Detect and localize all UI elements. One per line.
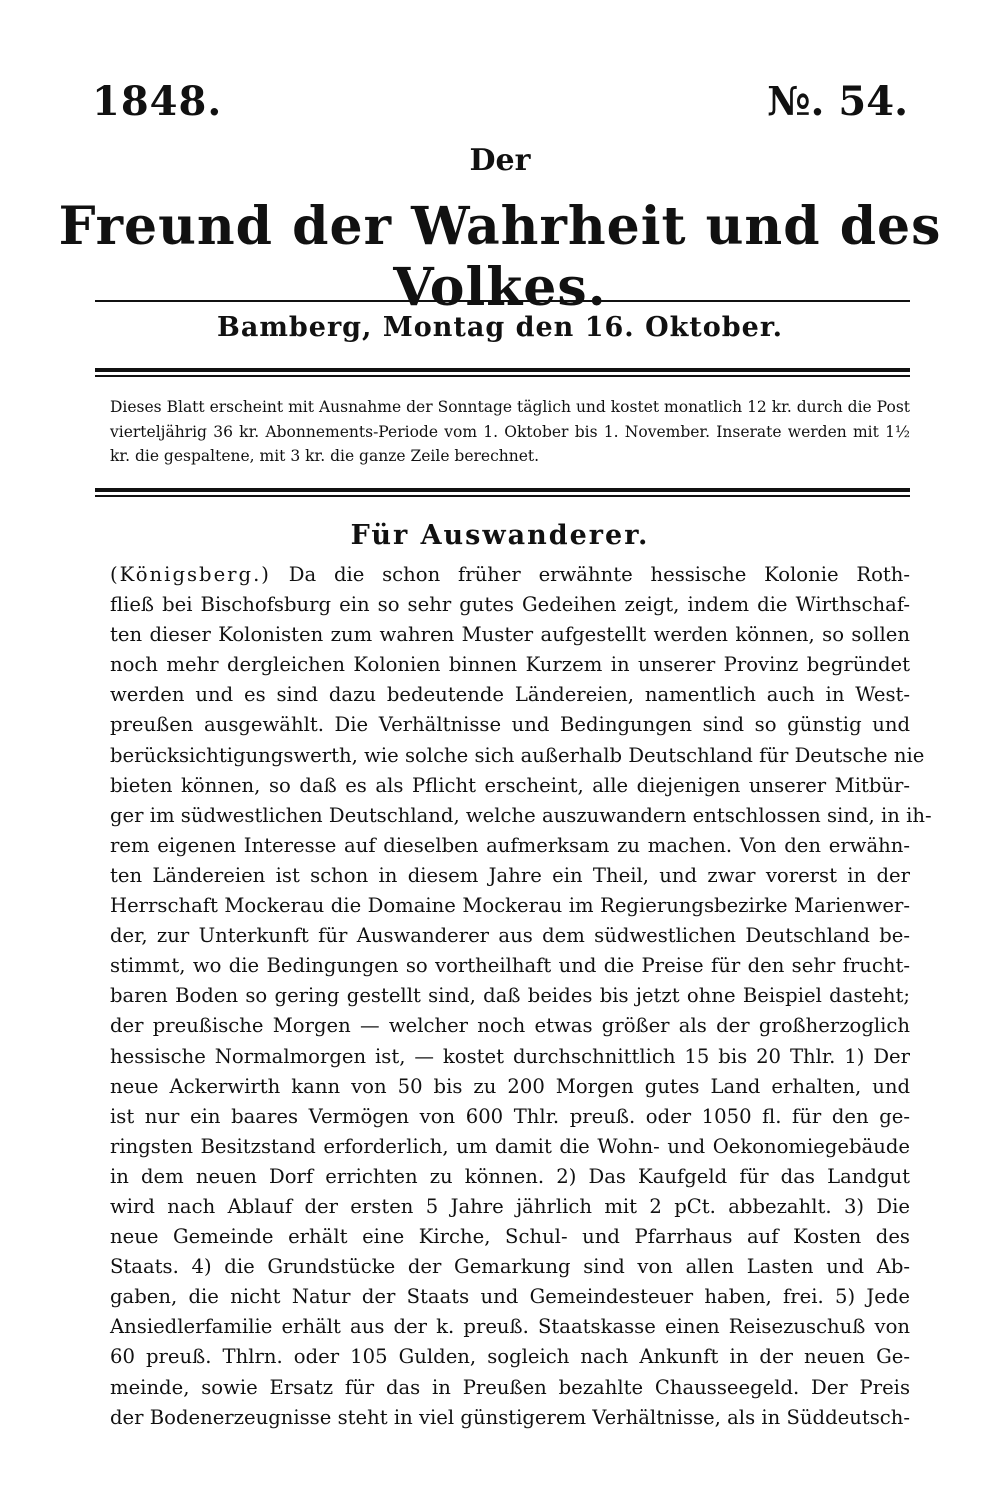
notice-rule-bottom xyxy=(95,495,910,497)
article-line: neue Gemeinde erhält eine Kirche, Schul- und Pfarrhaus auf Kosten des xyxy=(110,1225,910,1249)
article-line: der, zur Unterkunft für Auswanderer aus dem südwestlichen Deutschland be- xyxy=(110,924,910,948)
article-line: meinde, sowie Ersatz für das in Preußen bezahlte Chausseegeld. Der Preis xyxy=(110,1375,910,1399)
article-line: stimmt, wo die Bedingungen so vortheilhaft und die Preise für den sehr frucht- xyxy=(110,954,910,978)
issue-number: №. 54. xyxy=(767,78,908,125)
article-line: preußen ausgewählt. Die Verhältnisse und Bedingungen sind so günstig und xyxy=(110,713,910,737)
article-line: Da die schon früher erwähnte hessische Kolonie Roth- xyxy=(288,563,910,586)
dateline-rule-top xyxy=(95,368,910,372)
masthead-rule xyxy=(95,300,910,302)
notice-rule-top xyxy=(95,488,910,492)
article-line: ten Ländereien ist schon in diesem Jahre ein Theil, und zwar vorerst in der xyxy=(110,863,910,887)
article-heading: Für Auswanderer. xyxy=(350,520,650,551)
subscription-notice: Dieses Blatt erscheint mit Ausnahme der Sonntage täglich und kostet monatlich 12 kr. durch die Post vierteljährig 36 kr. Abonnements-Periode vom 1. Oktober bis 1. November. Inserate werden mit 1½ kr. die gespaltene, mit 3 kr. die ganze Zeile berechnet. xyxy=(110,398,910,465)
dateline: Bamberg, Montag den 16. Oktober. xyxy=(217,312,783,343)
article-line: ringsten Besitzstand erforderlich, um damit die Wohn- und Oekonomiegebäude xyxy=(110,1134,910,1158)
newspaper-title: Freund der Wahrheit und des Volkes. xyxy=(58,196,942,318)
article-line: ger im südwestlichen Deutschland, welche auszuwandern entschlossen sind, in ih- xyxy=(110,803,932,827)
article-line: berücksichtigungswerth, wie solche sich außerhalb Deutschland für Deutsche nie xyxy=(110,743,925,767)
article-line: 60 preuß. Thlrn. oder 105 Gulden, sogleich nach Ankunft in der neuen Ge- xyxy=(110,1345,910,1369)
article-line: hessische Normalmorgen ist, — kostet durchschnittlich 15 bis 20 Thlr. 1) Der xyxy=(110,1044,910,1068)
article-line: ist nur ein baares Vermögen von 600 Thlr. preuß. oder 1050 fl. für den ge- xyxy=(110,1104,910,1128)
article-line: neue Ackerwirth kann von 50 bis zu 200 Morgen gutes Land erhalten, und xyxy=(110,1074,910,1098)
article-line: ten dieser Kolonisten zum wahren Muster aufgestellt werden können, so sollen xyxy=(110,623,910,647)
article-line: in dem neuen Dorf errichten zu können. 2) Das Kaufgeld für das Landgut xyxy=(110,1164,910,1188)
article-place: (Königsberg.) xyxy=(110,563,271,586)
article-line: baren Boden so gering gestellt sind, daß beides bis jetzt ohne Beispiel dasteht; xyxy=(110,984,910,1008)
article-line: der Bodenerzeugnisse steht in viel günstigerem Verhältnisse, als in Süddeutsch- xyxy=(110,1405,910,1429)
article-line: Staats. 4) die Grundstücke der Gemarkung sind von allen Lasten und Ab- xyxy=(110,1255,910,1279)
article-line: wird nach Ablauf der ersten 5 Jahre jährlich mit 2 pCt. abbezahlt. 3) Die xyxy=(110,1194,910,1218)
article-line: noch mehr dergleichen Kolonien binnen Kurzem in unserer Provinz begründet xyxy=(110,653,910,677)
article-line: Ansiedlerfamilie erhält aus der k. preuß. Staatskasse einen Reisezuschuß von xyxy=(110,1315,910,1339)
article-line: gaben, die nicht Natur der Staats und Gemeindesteuer haben, frei. 5) Jede xyxy=(110,1285,910,1309)
article-body xyxy=(110,560,932,1433)
article-line: werden und es sind dazu bedeutende Ländereien, namentlich auch in West- xyxy=(110,683,910,707)
masthead-year: 1848. xyxy=(92,78,223,125)
masthead-article: Der xyxy=(469,143,531,178)
article-line: der preußische Morgen — welcher noch etwas größer als der großherzoglich xyxy=(110,1014,910,1038)
article-line: Herrschaft Mockerau die Domaine Mockerau im Regierungsbezirke Marienwer- xyxy=(110,894,910,918)
article-line: bieten können, so daß es als Pflicht erscheint, alle diejenigen unserer Mitbür- xyxy=(110,773,910,797)
article-line: rem eigenen Interesse auf dieselben aufmerksam zu machen. Von den erwähn- xyxy=(110,833,910,857)
article-line: fließ bei Bischofsburg ein so sehr gutes Gedeihen zeigt, indem die Wirthschaf- xyxy=(110,593,910,617)
article-first-line xyxy=(110,560,910,590)
dateline-rule-bottom xyxy=(95,375,910,377)
